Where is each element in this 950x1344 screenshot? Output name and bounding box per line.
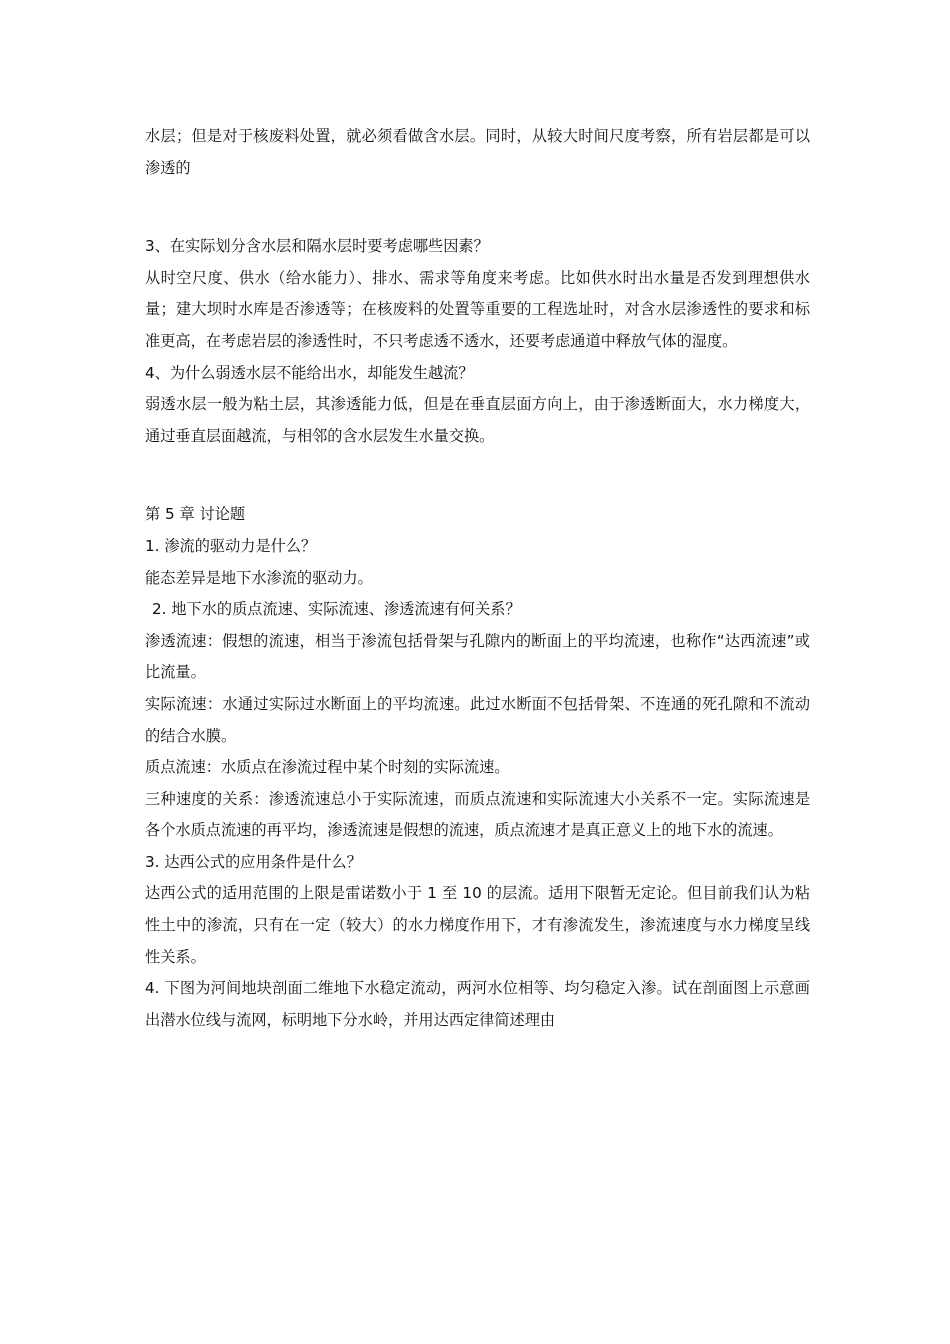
chapter5-question-1: 1. 渗流的驱动力是什么？ [145, 536, 317, 555]
chapter5-answer-2-relationship: 三种速度的关系：渗透流速总小于实际流速，而质点流速和实际流速大小关系不一定。实际流速是各个水质点流速的再平均，渗透流速是假想的流速，质点流速才是真正意义上的地下水的流速。 [145, 789, 810, 840]
chapter-heading: 第 5 章 讨论题 [145, 505, 246, 524]
chapter5-answer-3: 达西公式的适用范围的上限是雷诺数小于 1 至 10 的层流。适用下限暂无定论。但目前我们认为粘性土中的渗流，只有在一定（较大）的水力梯度作用下，才有渗流发生，渗流速度与水力梯度呈线性关系。 [145, 884, 810, 966]
chapter5-question-2: 2. 地下水的质点流速、实际流速、渗透流速有何关系？ [152, 600, 521, 619]
chapter5-question-4: 4. 下图为河间地块剖面二维地下水稳定流动，两河水位相等、均匀稳定入渗。试在剖面图上示意画出潜水位线与流网，标明地下分水岭，并用达西定律简述理由 [145, 979, 810, 1029]
chapter5-answer-1: 能态差异是地下水渗流的驱动力。 [145, 568, 373, 587]
answer-4: 弱透水层一般为粘土层，其渗透能力低，但是在垂直层面方向上，由于渗透断面大，水力梯度大，通过垂直层面越流，与相邻的含水层发生水量交换。 [145, 395, 810, 445]
document-body [145, 121, 810, 1036]
section-gap [145, 452, 810, 499]
paragraph-continuation: 水层；但是对于核废料处置，就必须看做含水层。同时，从较大时间尺度考察，所有岩层都是可以渗透的 [145, 127, 810, 177]
question-3: 3、在实际划分含水层和隔水层时要考虑哪些因素？ [145, 237, 489, 256]
chapter5-question-3: 3. 达西公式的应用条件是什么？ [145, 852, 362, 871]
chapter5-answer-2-actual-velocity: 实际流速：水通过实际过水断面上的平均流速。此过水断面不包括骨架、不连通的死孔隙和不流动的结合水膜。 [145, 694, 810, 745]
chapter5-answer-2-particle-velocity: 质点流速：水质点在渗流过程中某个时刻的实际流速。 [145, 758, 510, 777]
question-4: 4、为什么弱透水层不能给出水，却能发生越流？ [145, 363, 474, 382]
chapter5-answer-2-seepage-velocity: 渗透流速：假想的流速，相当于渗流包括骨架与孔隙内的断面上的平均流速，也称作“达西流速”或比流量。 [145, 631, 810, 682]
paragraph-gap [145, 184, 810, 231]
answer-3: 从时空尺度、供水（给水能力）、排水、需求等角度来考虑。比如供水时出水量是否发到理想供水量；建大坝时水库是否渗透等；在核废料的处置等重要的工程选址时，对含水层渗透性的要求和标准更高，在考虑岩层的渗透性时，不只考虑透不透水，还要考虑通道中释放气体的湿度。 [145, 268, 810, 350]
